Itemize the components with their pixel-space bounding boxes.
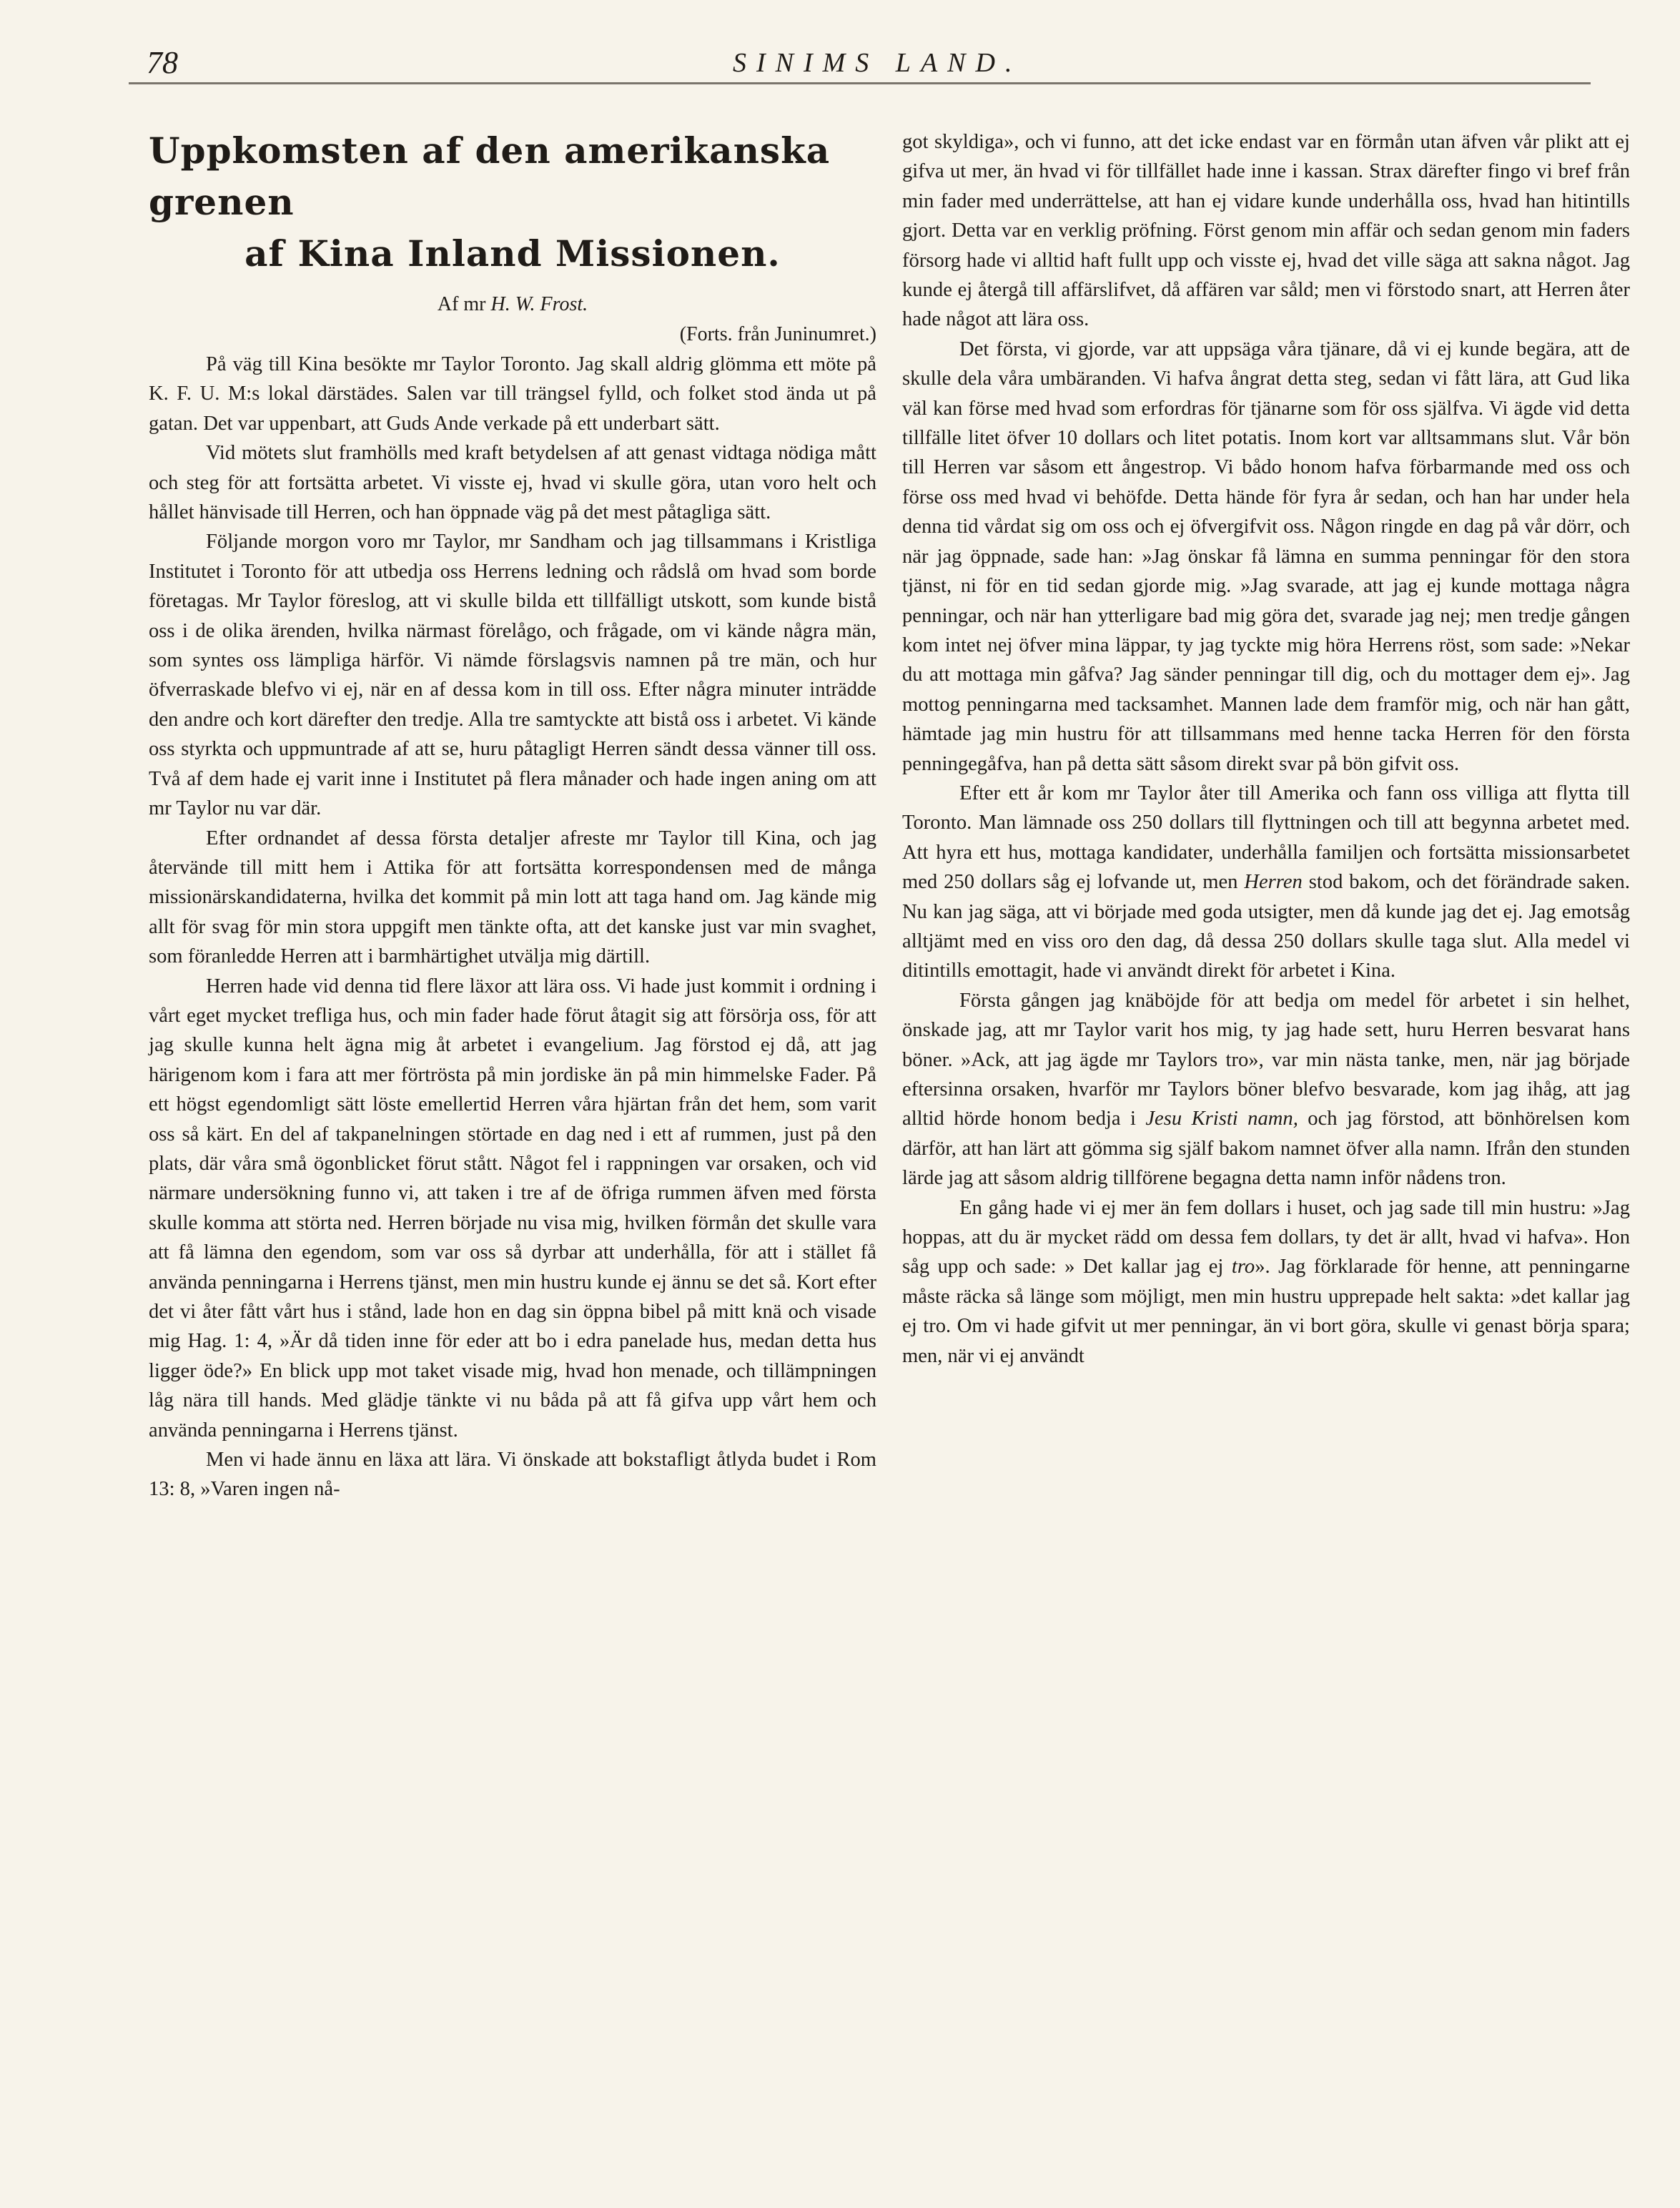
author-name: H. W. Frost. <box>490 293 588 315</box>
text-run: stod bakom, och det förändrade saken. Nu kan jag säga, att vi började med goda utsigter, men då kunde jag det ej. Jag emotsåg alltjämt med en viss oro den dag, då dessa 250 dollars skulle taga slut. Alla medel vi ditintills emottagit, hade vi användt direkt för arbetet i Kina. <box>902 871 1630 982</box>
left-column <box>149 125 876 1504</box>
paragraph: Det första, vi gjorde, var att uppsäga våra tjänare, då vi ej kunde begära, att de skulle dela våra umbäranden. Vi hafva ångrat detta steg, sedan vi fått lära, att Gud lika väl kan förse med hvad som erfordras för tjänarne som för oss själfva. Vi ägde vid detta tillfälle litet öfver 10 dollars och litet potatis. Inom kort var alltsammans slut. Vår bön till Herren var såsom ett ångestrop. Vi bådo honom hafva förbarmande med oss och förse oss med hvad vi behöfde. Detta hände för fyra år sedan, och han har under hela denna tid vårdat sig om oss och ej öfvergifvit oss. Någon ringde en dag på vår dörr, och när jag öppnade, sade han: »Jag önskar få lämna en summa penningar för den stora tjänst, ni för en tid sedan gjorde mig. »Jag svarade, att jag ej kunde mottaga några penningar, och när han ytterligare bad mig göra det, svarade jag nej; men tredje gången kom intet nej öfver mina läppar, ty jag tyckte mig höra Herrens röst, som sade: »Nekar du att mottaga min gåfva? Jag sänder penningar till dig, och du mottager dem ej». Jag mottog penningarna med tacksamhet. Mannen lade dem framför mig, och när han gått, hämtade jag min hustru för att tillsammans med henne tacka Herren för den första penningegåfva, han på detta sätt såsom direkt svar på bön gifvit oss. <box>902 337 1630 775</box>
paragraph: Vid mötets slut framhölls med kraft betydelsen af att genast vidtaga nödiga mått och steg för att fortsätta arbetet. Vi visste ej, hvad vi skulle göra, utan voro helt och hållet hänvisade till Herren, och han öppnade väg på det mest påtagliga sätt. <box>149 442 876 524</box>
article-title-block <box>149 125 876 320</box>
paragraph: Men vi hade ännu en läxa att lära. Vi önskade att bokstafligt åtlyda budet i Rom 13: 8, »Varen ingen nå- <box>149 1449 876 1501</box>
page-header <box>147 44 1591 94</box>
text-run: Efter ett år kom mr Taylor åter till Amerika och fann oss villiga att flytta till Toronto. Man lämnade oss 250 dollars till flyttningen och till att begynna arbetet med. Att hyra ett hus, mottaga kandidater, underhålla familjen och fortsätta missionsarbetet med 250 dollars såg ej lofvande ut, men <box>902 782 1630 894</box>
emphasis: tro <box>1231 1256 1255 1278</box>
paragraph: Följande morgon voro mr Taylor, mr Sandham och jag tillsammans i Kristliga Institutet i Toronto för att utbedja oss Herrens ledning och rådslå om hvad som borde företagas. Mr Taylor föreslog, att vi skulle bilda ett tillfälligt utskott, som kunde bistå oss i de olika ärenden, hvilka närmast förelågo, och frågade, om vi kände några män, som syntes oss lämpliga härför. Vi nämde förslagsvis namnen på tre män, och hur öfverraskade blefvo vi ej, när en af dessa kom in till oss. Efter några minuter inträdde den andre och kort därefter den tredje. Alla tre samtyckte att bistå oss i arbetet. Vi kände oss styrkta och uppmuntrade af att se, huru påtagligt Herren sändt dessa vänner till oss. Två af dem hade ej varit inne i Institutet på flera månader och hade ingen aning om att mr Taylor nu var där. <box>149 531 876 820</box>
right-column <box>902 127 1630 1371</box>
paragraph: Efter ordnandet af dessa första detaljer afreste mr Taylor till Kina, och jag återvände till mitt hem i Attika för att fortsätta korrespondensen med de många missionärskandidaterna, hvilka det kommit på min lott att taga hand om. Jag kände mig allt för svag för min stora uppgift men tänkte ofta, att det kanske just var min svaghet, som föranledde Herren att i barmhärtighet utvälja mig därtill. <box>149 827 876 968</box>
text-run: och jag förstod, att bönhörelsen kom därför, att han lärt att gömma sig själf bakom namnet öfver alla namn. Ifrån den stunden lärde jag att såsom aldrig tillförene begagna detta namn inför nådens tron. <box>902 1108 1630 1190</box>
running-head: SINIMS LAND. <box>733 48 1022 78</box>
paragraph: På väg till Kina besökte mr Taylor Toronto. Jag skall aldrig glömma ett möte på K. F. U. M:s lokal därstädes. Salen var till trängsel fylld, och folket stod ända ut på gatan. Det var uppenbart, att Guds Ande verkade på ett underbart sätt. <box>149 353 876 435</box>
emphasis: Herren <box>1244 871 1303 894</box>
byline-prefix: Af mr <box>437 293 486 315</box>
text-run: ». Jag förklarade för henne, att penningarne måste räcka så länge som möjligt, men min hustru upprepade helt sakta: »det kallar jag ej tro. Om vi hade gifvit ut mer penningar, än vi bort göra, skulle vi genast börja spara; men, när vi ej användt <box>902 1256 1630 1367</box>
paragraph: got skyldiga», och vi funno, att det icke endast var en förmån utan äfven vår plikt att ej gifva ut mer, än hvad vi för tillfället hade inne i kassan. Strax därefter fingo vi bref från min fader med underrättelse, att han ej vidare kunde underhålla oss, hvad han hitintills gjort. Detta var en verklig pröfning. Först genom min affär och sedan genom min faders försorg hade vi alltid haft fullt upp och visste ej, hvad det ville säga att sakna något. Jag kunde ej återgå till affärslifvet, då affären var såld; men vi förstodo snart, att Herren åter hade något att lära oss. <box>902 131 1630 331</box>
paragraph: Herren hade vid denna tid flere läxor att lära oss. Vi hade just kommit i ordning i vårt eget mycket trefliga hus, och min fader hade förut åtagit sig att försörja oss, för att jag skulle kunna helt ägna mig åt arbetet i evangelium. Jag förstod ej då, att jag härigenom kom i fara att mer förtrösta på min jordiske än på min himmelske Fader. På ett högst egendomligt sätt löste emellertid Herren våra hjärtan från det hem, som varit oss så kärt. En del af takpanelningen störtade en dag ned i ett af rummen, just på den plats, där våra små ögonblicket förut stått. Något fel i rappningen var orsaken, och vid närmare undersökning funno vi, att taken i tre af de öfriga rummen äfven med första skulle komma att störta ned. Herren började nu visa mig, hvilken förmån det skulle vara att få lämna den egendom, som var oss så dyrbar att underhålla, för att i stället få använda penningarna i Herrens tjänst, men min hustru kunde ej ännu se det så. Kort efter det vi åter fått vårt hus i stånd, lade hon en dag sin öppna bibel på mitt knä och visade mig Hag. 1: 4, »Är då tiden inne för eder att bo i edra panelade hus, medan detta hus ligger öde?» En blick upp mot taket visade mig, hvad hon menade, och tillämpningen låg nära till hands. Med glädje tänkte vi nu båda på att få gifva upp vårt hem och använda penningarna i Herrens tjänst. <box>149 975 876 1441</box>
paragraph <box>902 779 1630 986</box>
page-number: 78 <box>147 45 178 80</box>
text-run: En gång hade vi ej mer än fem dollars i huset, och jag sade till min hustru: »Jag hoppas, att du är mycket rädd om dessa fem dollars, ty det är allt, hvad vi hafva». Hon såg upp och sade: » Det kallar jag ej <box>902 1196 1630 1278</box>
article-title-line-1: Uppkomsten af den amerikanska grenen <box>149 129 831 223</box>
text-run: Första gången jag knäböjde för att bedja om medel för arbetet i sin helhet, önskade jag, att mr Taylor varit hos mig, ty jag hade sett, huru Herren besvarat hans böner. »Ack, att jag ägde mr Taylors tro», var min nästa tanke, men, när jag började eftersinna orsaken, hvarför mr Taylors böner blefvo besvarade, kom jag ihåg, att jag alltid hörde honom bedja i <box>902 989 1630 1130</box>
byline <box>149 290 876 320</box>
paragraph <box>902 1193 1630 1371</box>
paragraph <box>902 986 1630 1193</box>
header-rule <box>129 82 1591 84</box>
emphasis: Jesu Kristi namn, <box>1145 1108 1298 1130</box>
article-title-line-2: af Kina Inland Missionen. <box>244 232 781 275</box>
continued-note: (Forts. från Juninumret.) <box>679 323 876 345</box>
